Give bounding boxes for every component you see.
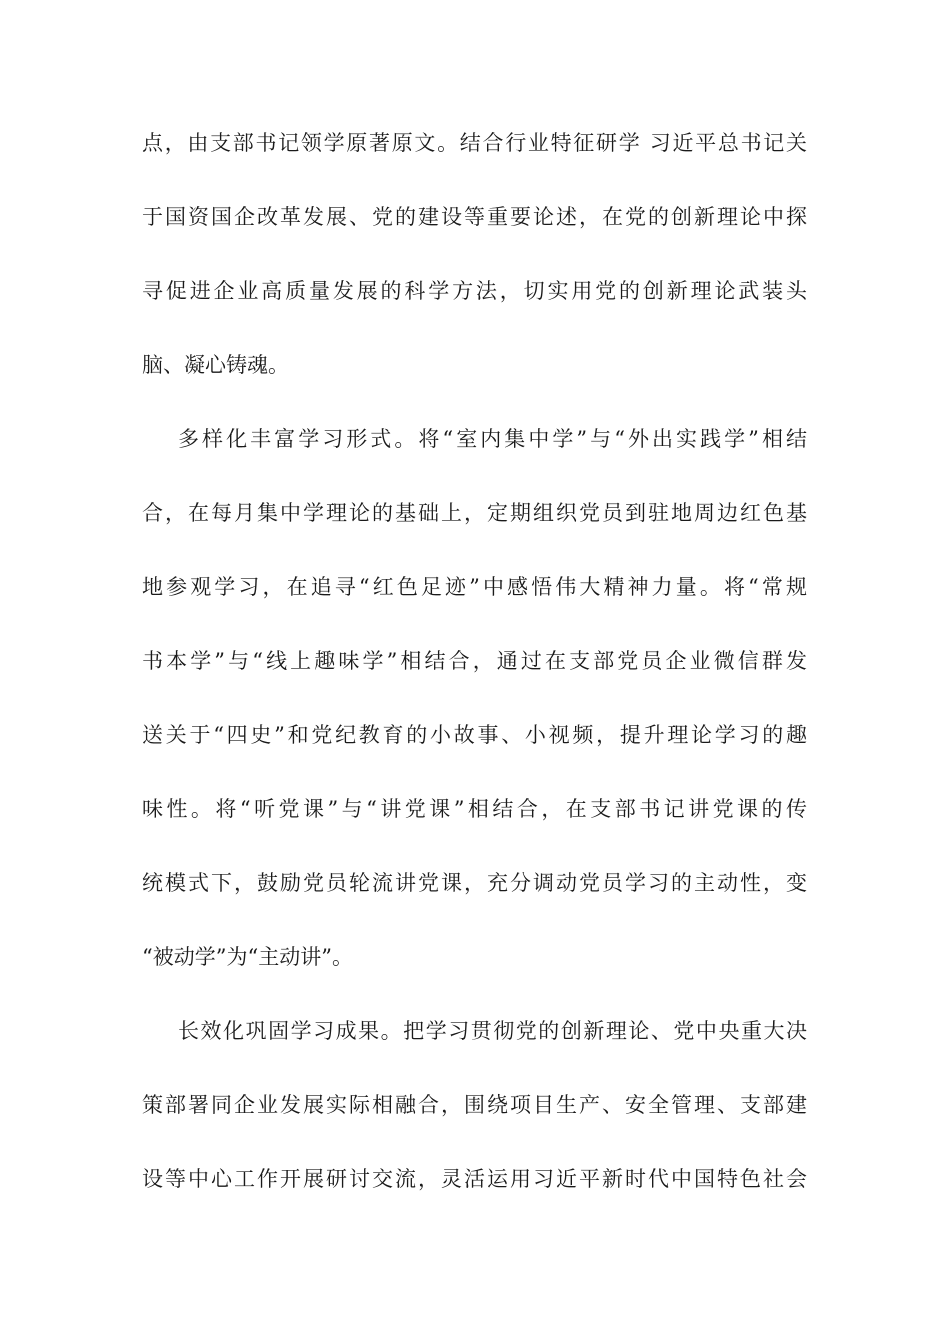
text-line: 书本学”与“线上趣味学”相结合，通过在支部党员企业微信群发 — [142, 649, 807, 673]
paragraph-first-line: 多样化丰富学习形式。将“室内集中学”与“外出实践学”相结 — [178, 427, 807, 451]
text-line: 设等中心工作开展研讨交流，灵活运用习近平新时代中国特色社会 — [142, 1167, 807, 1191]
text-line: 地参观学习，在追寻“红色足迹”中感悟伟大精神力量。将“常规 — [142, 575, 807, 599]
text-line: 于国资国企改革发展、党的建设等重要论述，在党的创新理论中探 — [142, 205, 807, 229]
text-line: 点，由支部书记领学原著原文。结合行业特征研学 习近平总书记关 — [142, 131, 807, 155]
paragraph-first-line: 长效化巩固学习成果。把学习贯彻党的创新理论、党中央重大决 — [178, 1019, 807, 1043]
text-line: 送关于“四史”和党纪教育的小故事、小视频，提升理论学习的趣 — [142, 723, 807, 747]
text-line: 味性。将“听党课”与“讲党课”相结合，在支部书记讲党课的传 — [142, 797, 807, 821]
text-line: 合，在每月集中学理论的基础上，定期组织党员到驻地周边红色基 — [142, 501, 807, 525]
text-line: 寻促进企业高质量发展的科学方法，切实用党的创新理论武装头 — [142, 279, 807, 303]
text-line: 统模式下，鼓励党员轮流讲党课，充分调动党员学习的主动性，变 — [142, 871, 807, 895]
text-line: “被动学”为“主动讲”。 — [142, 945, 353, 969]
text-line: 脑、凝心铸魂。 — [142, 353, 289, 377]
text-line: 策部署同企业发展实际相融合，围绕项目生产、安全管理、支部建 — [142, 1093, 807, 1117]
